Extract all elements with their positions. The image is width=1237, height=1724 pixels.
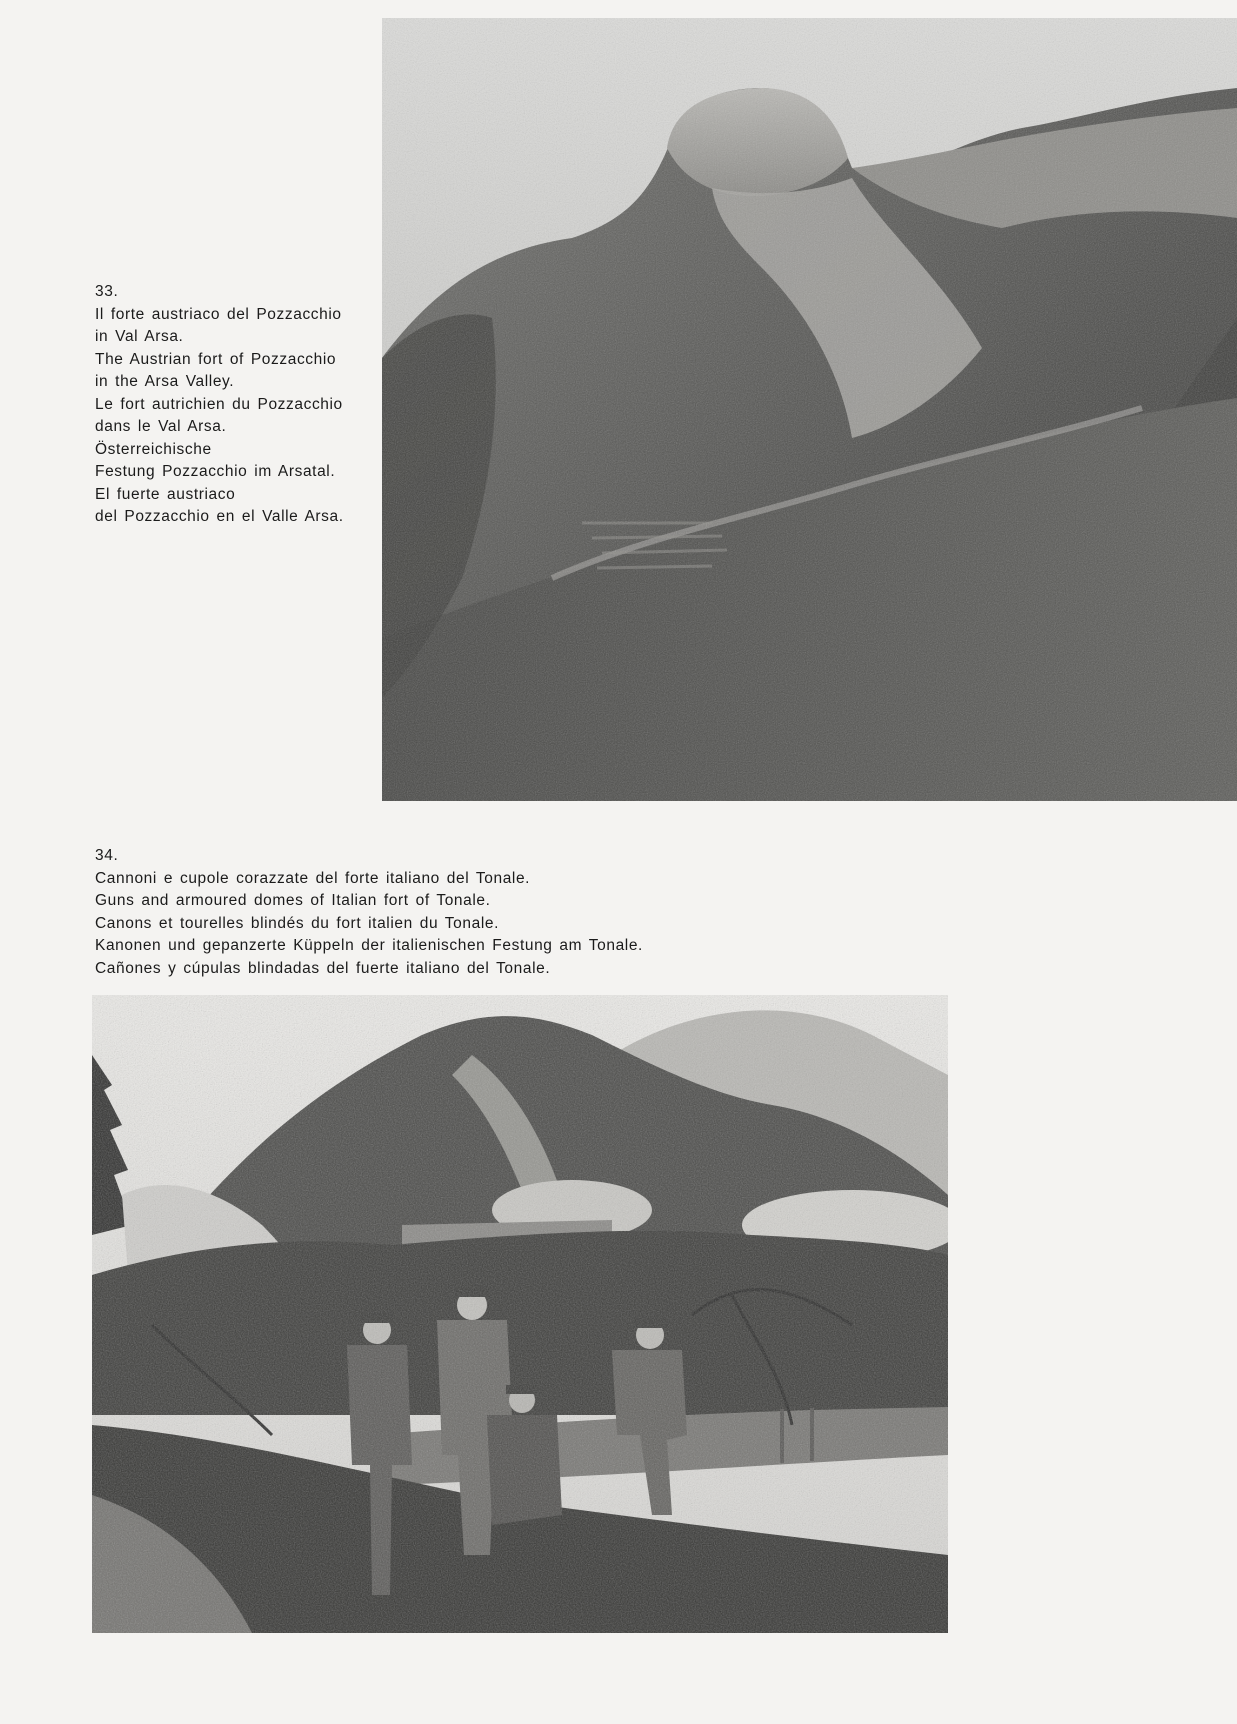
caption-line-german: Österreichische xyxy=(95,440,212,458)
caption-line-spanish: El fuerte austriaco xyxy=(95,485,236,503)
caption-figure-34 xyxy=(95,845,643,980)
caption-line-italian: Il forte austriaco del Pozzacchio xyxy=(95,305,342,323)
photo-mountain-fort xyxy=(382,18,1237,801)
caption-line-spanish: del Pozzacchio en el Valle Arsa. xyxy=(95,508,344,525)
mountain-fort-illustration xyxy=(382,18,1237,801)
figure-number: 33. xyxy=(95,283,119,300)
caption-line-english: The Austrian fort of Pozzacchio xyxy=(95,350,337,368)
caption-line-german: Kanonen und gepanzerte Küppeln der italienischen Festung am Tonale. xyxy=(95,937,643,954)
soldiers-guns-illustration xyxy=(92,995,948,1633)
caption-line-german: Festung Pozzacchio im Arsatal. xyxy=(95,463,336,480)
photo-soldiers-guns-domes xyxy=(92,995,948,1633)
figure-number: 34. xyxy=(95,847,119,864)
caption-line-english: in the Arsa Valley. xyxy=(95,373,235,390)
caption-line-french: Canons et tourelles blindés du fort italien du Tonale. xyxy=(95,914,499,932)
caption-line-english: Guns and armoured domes of Italian fort of Tonale. xyxy=(95,892,491,909)
caption-line-french: dans le Val Arsa. xyxy=(95,418,227,435)
caption-figure-33 xyxy=(95,281,344,529)
caption-line-spanish: Cañones y cúpulas blindadas del fuerte italiano del Tonale. xyxy=(95,959,551,977)
caption-line-italian: in Val Arsa. xyxy=(95,328,184,345)
caption-line-french: Le fort autrichien du Pozzacchio xyxy=(95,395,343,413)
caption-line-italian: Cannoni e cupole corazzate del forte italiano del Tonale. xyxy=(95,869,531,887)
